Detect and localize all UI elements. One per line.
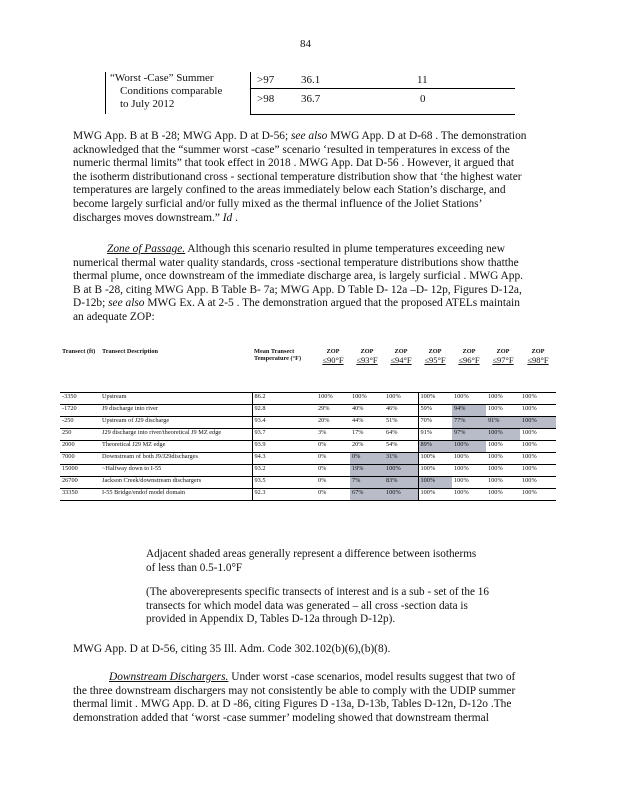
- table-row: [60, 489, 556, 501]
- zop-value-cell: 0%: [316, 465, 350, 477]
- table-row: [60, 453, 556, 465]
- zop-value-cell: 100%: [452, 393, 486, 405]
- zop-value-cell: 100%: [486, 393, 520, 405]
- description-cell: Upstream: [100, 393, 252, 405]
- transect-cell: 2000: [60, 441, 100, 453]
- header-zop: ZOP ≤95°F: [424, 348, 446, 365]
- zop-value-cell: 97%: [452, 429, 486, 441]
- zop-value-cell: 89%: [418, 441, 452, 453]
- description-cell: Upstream of J29 discharge: [100, 417, 252, 429]
- zop-value-cell: 100%: [520, 429, 556, 441]
- zop-value-cell: 100%: [350, 393, 384, 405]
- table-row: [60, 477, 556, 489]
- zop-value-cell: 100%: [486, 441, 520, 453]
- transect-cell: 33350: [60, 489, 100, 501]
- zop-value-cell: 100%: [452, 465, 486, 477]
- zop-value-cell: 94%: [452, 405, 486, 417]
- citation: MWG App. D at D-56, citing 35 Ill. Adm. Code 302.102(b)(6),(b)(8).: [73, 643, 391, 655]
- table-row: [60, 441, 556, 453]
- zop-value-cell: 20%: [350, 441, 384, 453]
- zop-value-cell: 70%: [418, 417, 452, 429]
- table-row: [60, 405, 556, 417]
- zop-value-cell: 40%: [350, 405, 384, 417]
- header-zop: ZOP ≤97°F: [492, 348, 514, 365]
- zop-value-cell: 54%: [384, 441, 418, 453]
- note-shading: Adjacent shaded areas generally represent a difference between isotherms of less than 0.5-1.0°F: [146, 548, 477, 574]
- table-row: [60, 417, 556, 429]
- description-cell: J29 discharge into river/theoretical J9 MZ edge: [100, 429, 252, 441]
- mean-temp-cell: 86.2: [252, 393, 316, 405]
- description-cell: Downstream of both J9/J29discharges: [100, 453, 252, 465]
- zop-value-cell: 100%: [452, 453, 486, 465]
- header-zop: ZOP ≤96°F: [458, 348, 480, 365]
- mean-temp-cell: 93.9: [252, 441, 316, 453]
- description-cell: J9 discharge into river: [100, 405, 252, 417]
- zop-value-cell: 100%: [452, 477, 486, 489]
- scenario-line: Conditions comparable: [120, 85, 223, 97]
- zop-value-cell: 100%: [520, 405, 556, 417]
- zop-value-cell: 100%: [418, 489, 452, 501]
- zop-value-cell: 91%: [486, 417, 520, 429]
- zop-value-cell: 100%: [486, 489, 520, 501]
- zop-value-cell: 100%: [384, 465, 418, 477]
- zop-value-cell: 51%: [384, 417, 418, 429]
- zop-value-cell: 100%: [486, 465, 520, 477]
- zop-value-cell: 100%: [452, 489, 486, 501]
- note-transects: (The aboverepresents specific transects of interest and is a sub - set of the 16 transects for which model data was generated – all cross -section data is provided in Appendix D, Tables D-12a through D-12p).: [146, 586, 489, 626]
- zop-value-cell: 20%: [316, 417, 350, 429]
- zop-value-cell: 100%: [418, 477, 452, 489]
- zop-value-cell: 100%: [520, 417, 556, 429]
- description-cell: I-55 Bridge/endof model domain: [100, 489, 252, 501]
- mean-temp-cell: 93.4: [252, 417, 316, 429]
- scenario-line: “Worst -Case” Summer: [110, 72, 214, 84]
- zop-value-cell: 83%: [384, 477, 418, 489]
- zop-value-cell: 100%: [384, 489, 418, 501]
- zop-value-cell: 100%: [520, 477, 556, 489]
- zop-value-cell: 0%: [316, 441, 350, 453]
- zop-value-cell: 100%: [418, 453, 452, 465]
- zop-value-cell: 100%: [486, 429, 520, 441]
- section-heading: Zone of Passage.: [107, 243, 186, 255]
- scenario-label: [110, 72, 245, 111]
- zop-value-cell: 100%: [486, 453, 520, 465]
- threshold-cell: >97: [257, 74, 275, 86]
- description-cell: ~Halfway down to I-55: [100, 465, 252, 477]
- paragraph-demonstration: MWG App. B at B -28; MWG App. D at D-56; see also MWG App. D at D-68 . The demonstration acknowledged that the “summer worst -case” scenario ‘resulted in temperatures in excess of the numeric thermal limits” that took effect in 2018 . MWG App. Dat D-56 . However, it argued that the isotherm distributionand cross - sectional temperature distribution show that ‘the highest water temperatures are largely confined to the areas immediately below each Station’s discharge, and become largely surficial and/or fully mixed as the thermal influence of the Joliet Stations’ discharges moves downstream.” Id .: [73, 130, 527, 224]
- zop-value-cell: 100%: [520, 489, 556, 501]
- paragraph-downstream: Downstream Dischargers. Under worst -case scenarios, model results suggest that two of the three downstream dischargers may not consistently be able to comply with the UDIP summer thermal limit . MWG App. D. at D -86, citing Figures D -13a, D-13b, Tables D-12n, D-12o .The demonstration added that ‘worst -case summer’ modeling showed that downstream thermal: [73, 671, 516, 724]
- mean-temp-cell: 94.3: [252, 453, 316, 465]
- zop-value-cell: 100%: [316, 393, 350, 405]
- zop-value-cell: 7%: [350, 477, 384, 489]
- zop-value-cell: 64%: [384, 429, 418, 441]
- transect-cell: 250: [60, 429, 100, 441]
- zop-value-cell: 77%: [452, 417, 486, 429]
- header-mean: Mean Transect Temperature (°F): [254, 348, 302, 362]
- temp-cell: 36.1: [301, 74, 321, 86]
- transect-cell: 7000: [60, 453, 100, 465]
- header-description: Transect Description: [102, 348, 159, 355]
- zop-value-cell: 0%: [316, 477, 350, 489]
- zop-value-cell: 59%: [418, 405, 452, 417]
- threshold-cell: >98: [257, 93, 275, 105]
- zop-value-cell: 67%: [350, 489, 384, 501]
- count-cell: 0: [420, 93, 426, 105]
- zop-value-cell: 19%: [350, 465, 384, 477]
- mean-temp-cell: 92.3: [252, 489, 316, 501]
- section-heading: Downstream Dischargers.: [109, 671, 229, 683]
- table-row: [60, 465, 556, 477]
- zop-value-cell: 100%: [418, 393, 452, 405]
- temp-cell: 36.7: [301, 93, 321, 105]
- zop-value-cell: 31%: [384, 453, 418, 465]
- zop-value-cell: 46%: [384, 405, 418, 417]
- zop-value-cell: 100%: [520, 465, 556, 477]
- transect-cell: -250: [60, 417, 100, 429]
- zop-value-cell: 3%: [316, 429, 350, 441]
- table-row: [60, 393, 556, 405]
- mean-temp-cell: 93.2: [252, 465, 316, 477]
- zop-value-cell: 100%: [486, 405, 520, 417]
- zop-value-cell: 0%: [350, 453, 384, 465]
- transect-cell: 26700: [60, 477, 100, 489]
- paragraph-zone-of-passage: Zone of Passage. Although this scenario resulted in plume temperatures exceeding new numerical thermal water quality standards, cross -sectional temperature distributions show thatthe thermal plume, once downstream of the immediate discharge area, is largely surficial . MWG App. B at B -28, citing MWG App. B Table B- 7a; MWG App. D Table D- 12a –D- 12p, Figures D-12a, D-12b; see also MWG Ex. A at 2-5 . The demonstration argued that the proposed ATELs maintain an adequate ZOP:: [73, 243, 524, 323]
- zop-value-cell: 100%: [486, 477, 520, 489]
- top-results-table: [105, 72, 515, 116]
- zop-value-cell: 0%: [316, 489, 350, 501]
- count-cell: 11: [417, 74, 428, 86]
- zop-value-cell: 44%: [350, 417, 384, 429]
- header-transect: Transect (ft): [62, 348, 96, 355]
- zop-value-cell: 100%: [384, 393, 418, 405]
- mean-temp-cell: 92.8: [252, 405, 316, 417]
- zop-value-cell: 100%: [418, 465, 452, 477]
- mean-temp-cell: 93.5: [252, 477, 316, 489]
- zop-value-cell: 100%: [452, 441, 486, 453]
- mean-temp-cell: 93.7: [252, 429, 316, 441]
- scenario-line: to July 2012: [120, 98, 175, 110]
- table-row: [60, 429, 556, 441]
- zop-value-cell: 0%: [316, 453, 350, 465]
- page-number: 84: [300, 38, 311, 50]
- transect-cell: -3350: [60, 393, 100, 405]
- header-zop: ZOP ≤90°F: [322, 348, 344, 365]
- description-cell: Jackson Creek/downstream dischargers: [100, 477, 252, 489]
- transect-cell: -1720: [60, 405, 100, 417]
- zop-table: [60, 348, 556, 501]
- description-cell: Theoretical J29 MZ edge: [100, 441, 252, 453]
- zop-value-cell: 29%: [316, 405, 350, 417]
- header-zop: ZOP ≤94°F: [390, 348, 412, 365]
- zop-value-cell: 100%: [520, 441, 556, 453]
- transect-cell: 15000: [60, 465, 100, 477]
- header-zop: ZOP ≤93°F: [356, 348, 378, 365]
- zop-value-cell: 91%: [418, 429, 452, 441]
- zop-value-cell: 17%: [350, 429, 384, 441]
- zop-value-cell: 100%: [520, 453, 556, 465]
- header-zop: ZOP ≤98°F: [527, 348, 549, 365]
- zop-value-cell: 100%: [520, 393, 556, 405]
